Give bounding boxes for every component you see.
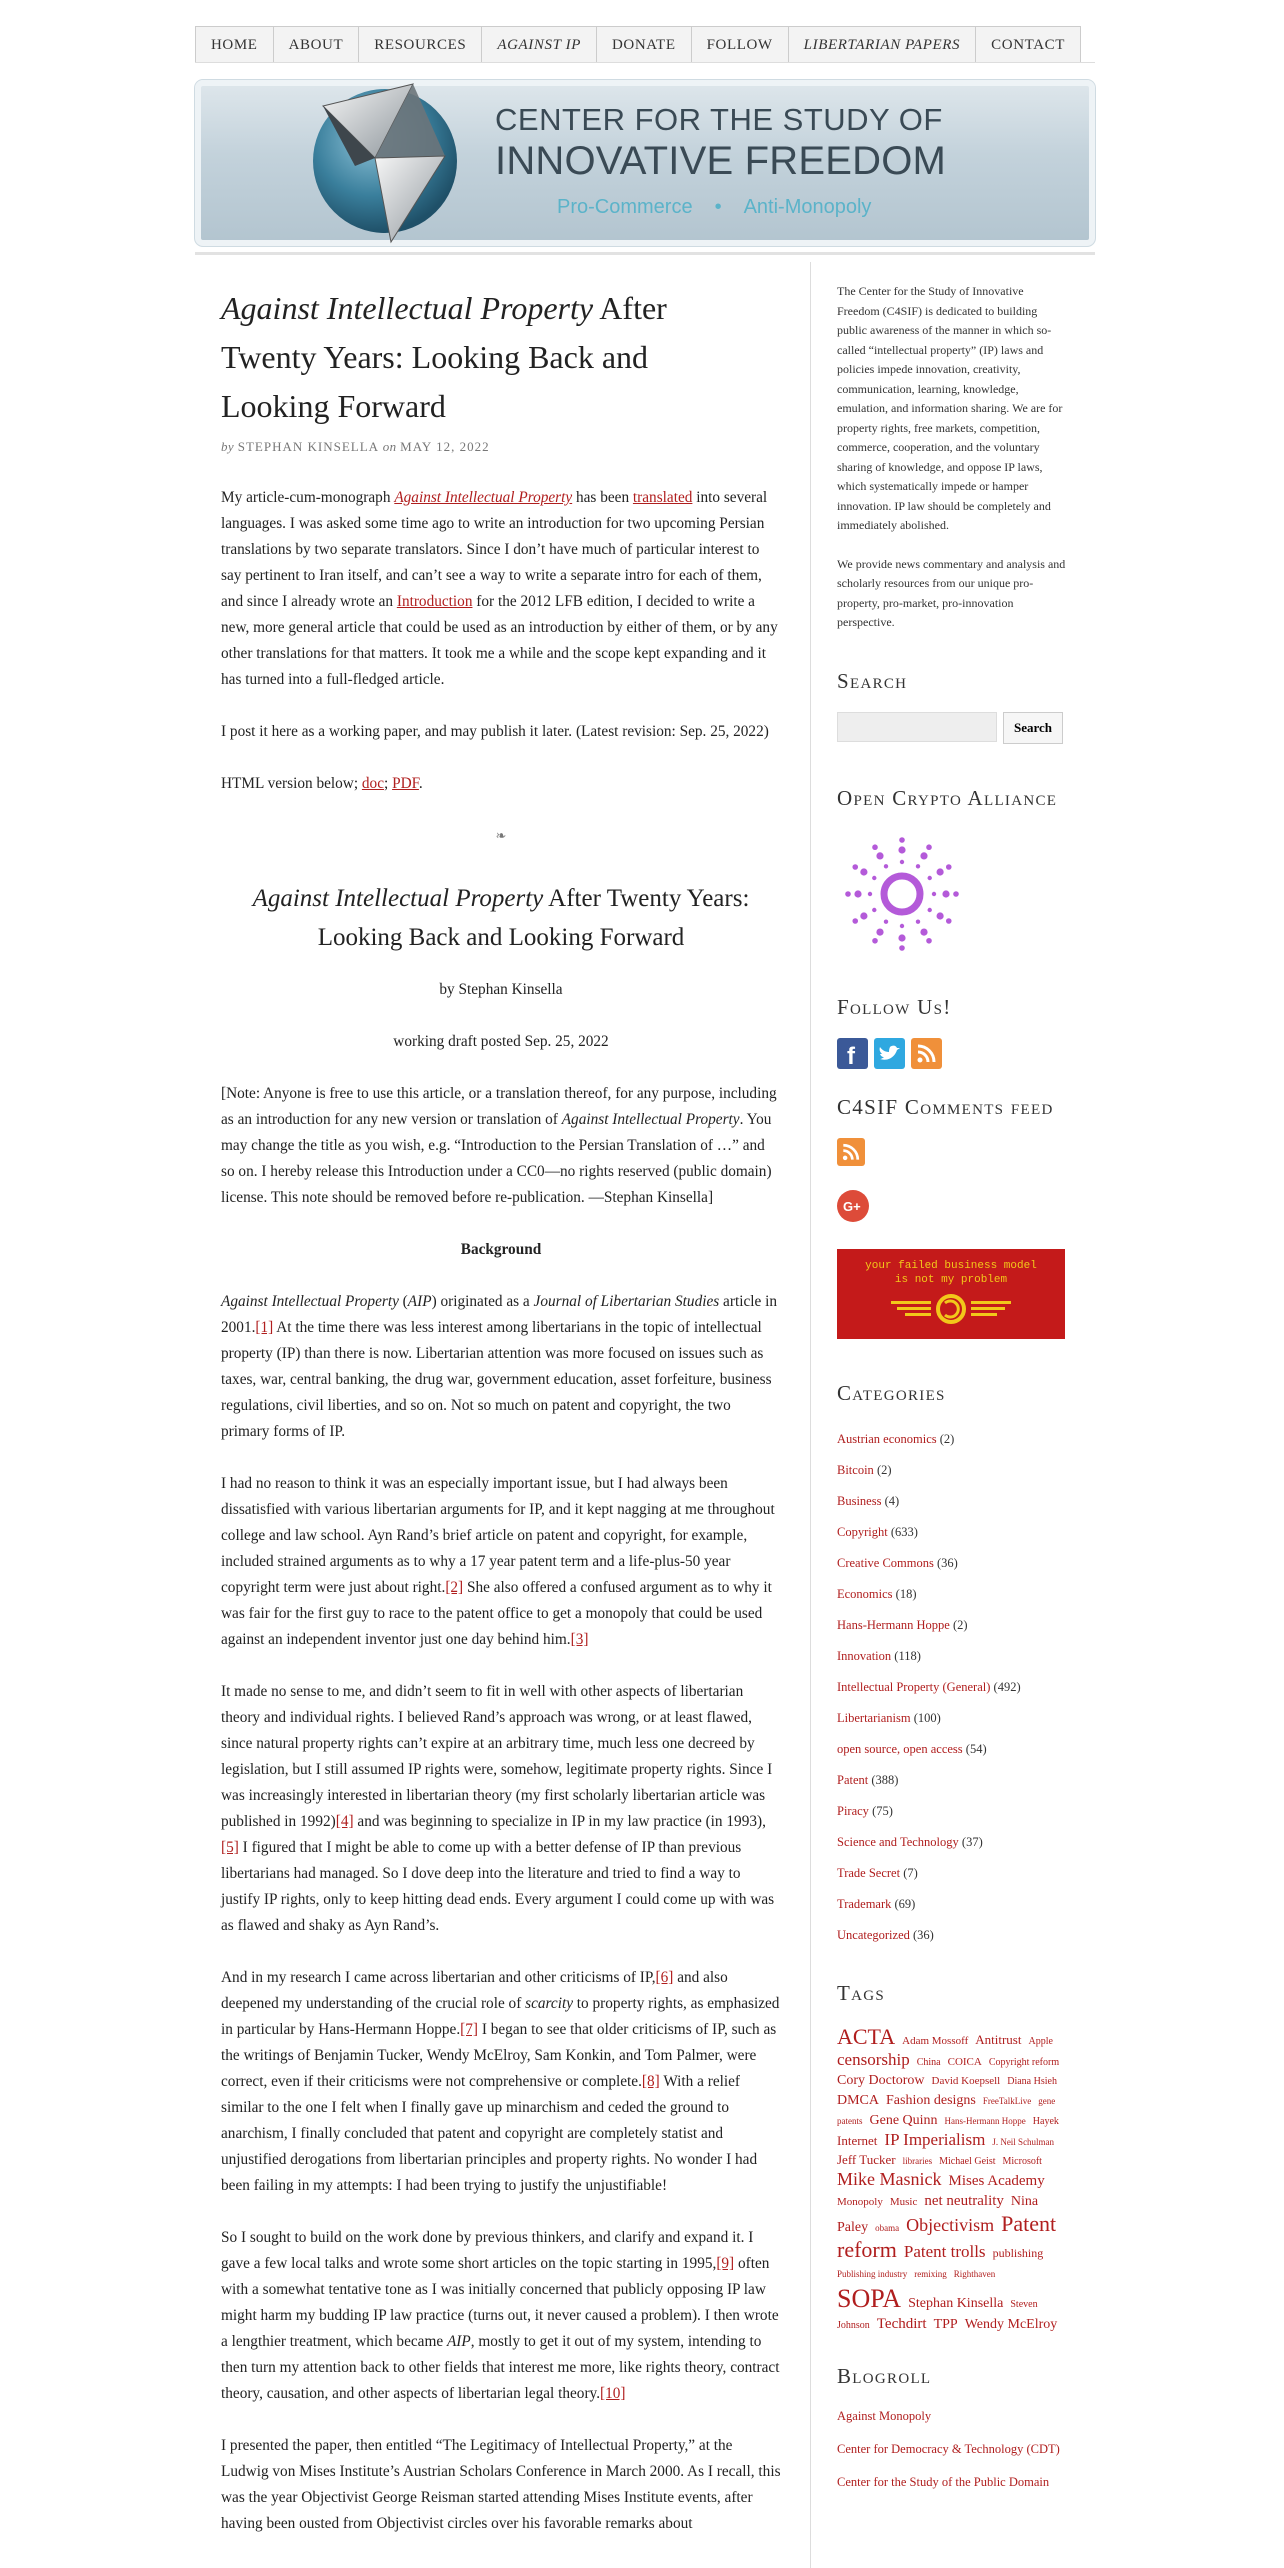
category-count: (388) — [868, 1772, 899, 1787]
oca-dot — [852, 918, 858, 924]
main-nav — [195, 26, 1095, 63]
category-link[interactable]: Austrian economics — [837, 1431, 937, 1446]
blogroll-list — [837, 2407, 1067, 2492]
category-count: (4) — [881, 1493, 900, 1508]
category-link[interactable]: Bitcoin — [837, 1462, 874, 1477]
oca-dot — [884, 864, 888, 868]
post-author-link[interactable]: STEPHAN KINSELLA — [237, 439, 380, 454]
svg-text:G+: G+ — [843, 1198, 861, 1214]
oca-dot — [920, 928, 927, 935]
text: My article-cum-monograph — [221, 489, 395, 506]
nav-item-contact[interactable]: CONTACT — [975, 26, 1081, 62]
oca-dot — [916, 919, 920, 923]
blogroll-link[interactable]: Center for the Study of the Public Domain — [837, 2474, 1050, 2489]
oca-dot — [872, 907, 876, 911]
footnote-ref-9[interactable]: [9] — [716, 2255, 735, 2272]
category-link[interactable]: Intellectual Property (General) — [837, 1679, 991, 1694]
category-item — [837, 1517, 1067, 1548]
tag-link[interactable]: Diana Hsieh — [1007, 2076, 1057, 2088]
blogroll-link[interactable]: Center for Democracy & Technology (CDT) — [837, 2441, 1060, 2456]
nav-item-home[interactable]: HOME — [195, 26, 273, 62]
versions-paragraph — [221, 771, 781, 797]
oca-dot — [898, 934, 905, 941]
category-count: (36) — [909, 1927, 934, 1942]
tag-link[interactable]: Michael Geist — [939, 2156, 996, 2168]
aip-link-text: Against Intellectual Property — [394, 489, 573, 506]
article-author: by Stephan Kinsella — [439, 981, 563, 998]
background-paragraph-3 — [221, 1679, 781, 1939]
oca-dot — [872, 937, 878, 943]
category-link[interactable]: Piracy — [837, 1803, 869, 1818]
tag-link[interactable]: Steven Johnson — [837, 2298, 1038, 2331]
category-count: (18) — [892, 1586, 917, 1601]
nav-item-donate[interactable]: DONATE — [596, 26, 691, 62]
comments-rss-icon[interactable] — [837, 1138, 865, 1166]
tag-link[interactable]: Nina Paley — [837, 2193, 1039, 2235]
text: ) originated as a — [431, 1293, 534, 1310]
oca-dot — [898, 846, 905, 853]
oca-dot — [937, 868, 944, 875]
text: has been — [572, 489, 633, 506]
section-heading-background: Background — [460, 1241, 542, 1258]
category-count: (54) — [962, 1741, 987, 1756]
category-link[interactable]: Creative Commons — [837, 1555, 934, 1570]
aip-link[interactable] — [394, 489, 572, 506]
oca-dot — [845, 891, 851, 897]
oca-dot — [920, 852, 927, 859]
post-byline — [221, 439, 810, 455]
footnote-ref-1[interactable]: [1] — [255, 1319, 274, 1336]
text-italic: AIP — [446, 2333, 471, 2350]
tagline-separator: • — [714, 196, 722, 218]
category-count: (100) — [910, 1710, 941, 1725]
tag-link[interactable]: DMCA — [837, 2093, 880, 2109]
tag-link[interactable]: Music — [889, 2195, 918, 2208]
text: With a relief similar to the one I felt when I finally gave up minarchism and ceded the ground to anarchism, I finally concluded that patent and copyright are completely statist and unjustified derogations from libertarian principles and property rights. No wonder I had been failing in my attempts: I had been trying to justify the unjustifiable! — [221, 2073, 758, 2194]
tag-link[interactable]: Jeff Tucker — [837, 2152, 896, 2168]
tag-link[interactable]: Techdirt — [876, 2315, 927, 2332]
category-link[interactable]: Libertarianism — [837, 1710, 911, 1725]
category-count: (7) — [900, 1865, 918, 1880]
note-paragraph — [221, 1081, 781, 1211]
c4sif-logo — [295, 80, 465, 246]
oca-dot — [937, 912, 944, 919]
post-body — [221, 485, 781, 2537]
tag-link[interactable]: Apple — [1028, 2035, 1053, 2047]
text: HTML version below; — [221, 775, 362, 792]
follow-widget-title: Follow Us! — [837, 994, 952, 1019]
site-title-line1: CENTER FOR THE STUDY OF — [495, 102, 943, 137]
text: ; — [384, 775, 393, 792]
category-count: (75) — [868, 1803, 893, 1818]
nav-item-resources[interactable]: RESOURCES — [358, 26, 481, 62]
category-link[interactable]: Patent — [837, 1772, 869, 1787]
tag-link[interactable]: COICA — [947, 2055, 982, 2068]
nav-list — [195, 26, 1095, 62]
category-link[interactable]: Business — [837, 1493, 882, 1508]
background-paragraph-6: I presented the paper, then entitled “The Legitimacy of Intellectual Property,” at the Ludwig von Mises Institute’s Austrian Scholars Conference in March 2000. As I recall, this was the year Objectivist George Reisman started attending Mises Institute events, after having been ousted from Objectivist circles over his favorable remarks about — [221, 2437, 781, 2532]
tag-link[interactable]: Cory Doctorow — [837, 2073, 925, 2089]
categories-list — [837, 1424, 1067, 1951]
site-header-banner[interactable] — [195, 80, 1095, 246]
text: often with a somewhat tentative tone as I was initially concerned that publicly opposing IP law might harm my budding IP law practice (turns out, it never caused a problem). I then wrote a lengthier treatment, which became — [221, 2255, 779, 2350]
tag-cloud — [837, 2024, 1067, 2334]
follow-icons — [837, 1038, 1067, 1069]
background-paragraph-5 — [221, 2225, 781, 2407]
category-link[interactable]: Uncategorized — [837, 1927, 910, 1942]
category-item — [837, 1889, 1067, 1920]
oca-dot — [860, 912, 867, 919]
category-item — [837, 1455, 1067, 1486]
oca-dot — [932, 891, 936, 895]
category-item — [837, 1796, 1067, 1827]
nav-item-against-ip[interactable]: AGAINST IP — [481, 26, 596, 62]
post-date: MAY 12, 2022 — [400, 439, 490, 454]
text: And in my research I came across libertarian and other criticisms of IP, — [221, 1969, 656, 1986]
search-input[interactable] — [837, 712, 997, 742]
tagline-right: Anti-Monopoly — [743, 196, 872, 218]
tag-link[interactable]: censorship — [837, 2049, 910, 2069]
tag-link[interactable]: Internet — [837, 2132, 878, 2148]
category-count: (2) — [949, 1617, 968, 1632]
text: and was beginning to specialize in IP in my law practice (in 1993), — [353, 1813, 766, 1830]
oca-dot — [926, 937, 932, 943]
comments-feed-title: C4SIF Comments feed — [837, 1094, 1054, 1119]
oca-dot — [899, 837, 905, 843]
translated-link[interactable]: translated — [632, 489, 693, 506]
category-count: (492) — [990, 1679, 1021, 1694]
tag-link[interactable]: obama — [875, 2222, 900, 2233]
tag-link[interactable]: net neutrality — [924, 2192, 1004, 2209]
search-button[interactable]: Search — [1003, 712, 1063, 744]
banner-text: your failed business model is not my problem — [865, 1259, 1037, 1286]
category-count: (2) — [873, 1462, 892, 1477]
open-crypto-alliance-logo[interactable] — [837, 829, 967, 959]
tags-title: Tags — [837, 1980, 886, 2005]
oca-dot — [928, 907, 932, 911]
site-tagline — [557, 196, 871, 219]
text-italic: Against Intellectual Property — [561, 1111, 740, 1128]
introduction-link[interactable]: Introduction — [396, 593, 473, 610]
tag-link[interactable]: Monopoly — [837, 2195, 883, 2208]
tag-link[interactable]: Stephan Kinsella — [908, 2295, 1004, 2311]
tag-link[interactable]: TPP — [933, 2316, 958, 2332]
category-link[interactable]: Hans-Hermann Hoppe — [837, 1617, 950, 1632]
header-divider — [195, 252, 1095, 255]
footnote-ref-3[interactable]: [3] — [570, 1631, 589, 1648]
category-link[interactable]: Trademark — [837, 1896, 892, 1911]
post-title-italic: Against Intellectual Property — [221, 290, 594, 326]
oca-dot — [868, 891, 872, 895]
text: . You may change the title as you wish, e.g. “Introduction to the Persian Translation of …” and so on. I hereby release this Introduction under a CC0—no rights reserved (public domain) license. This note should be removed before re-publication. —Stephan Kinsella] — [221, 1111, 772, 1206]
category-link[interactable]: Economics — [837, 1586, 893, 1601]
tag-link[interactable]: Adam Mossoff — [902, 2034, 969, 2047]
category-item — [837, 1672, 1067, 1703]
tag-link[interactable]: SOPA — [837, 2283, 902, 2313]
category-count: (2) — [936, 1431, 955, 1446]
text-italic: Journal of Libertarian Studies — [533, 1293, 720, 1310]
about-text-1: The Center for the Study of Innovative Freedom (C4SIF) is dedicated to building public awareness of the manner in which so-called “intellectual property” (IP) laws and policies impede innovation, creativity, communication, learning, knowledge, emulation, and information sharing. We are for property rights, free markets, competition, commerce, cooperation, and the voluntary sharing of knowledge, and oppose IP laws, which systematically impede or hamper innovation. IP law should be completely and immediately abolished. — [837, 284, 1063, 532]
svg-text:f: f — [847, 1042, 855, 1069]
blogroll-link[interactable]: Against Monopoly — [837, 2408, 932, 2423]
tag-link[interactable]: Wendy McElroy — [964, 2316, 1058, 2332]
category-link[interactable]: open source, open access — [837, 1741, 963, 1756]
twitter-icon[interactable] — [874, 1038, 905, 1069]
category-link[interactable]: Copyright — [837, 1524, 888, 1539]
tag-link[interactable]: Copyright reform — [988, 2056, 1060, 2068]
footnote-ref-10[interactable]: [10] — [600, 2385, 626, 2402]
subtitle-rest: After Twenty Years: Looking Back and Looking Forward — [317, 885, 750, 951]
footnote-ref-6[interactable]: [6] — [655, 1969, 674, 1986]
oca-dot — [872, 844, 878, 850]
blogroll-title: Blogroll — [837, 2363, 932, 2388]
tag-link[interactable]: China — [916, 2056, 941, 2068]
tag-link[interactable]: remixing — [914, 2269, 947, 2280]
site-title — [495, 104, 946, 181]
facebook-icon[interactable] — [837, 1038, 868, 1069]
post-title[interactable] — [221, 284, 761, 431]
tag-link[interactable]: FreeTalkLive — [982, 2096, 1032, 2107]
oca-dot — [899, 945, 905, 951]
tag-link[interactable]: David Koepsell — [931, 2075, 1001, 2088]
oca-dot — [884, 919, 888, 923]
tag-link[interactable]: gene patents — [837, 2096, 1056, 2126]
category-count: (633) — [887, 1524, 918, 1539]
category-item — [837, 1734, 1067, 1765]
category-item — [837, 1610, 1067, 1641]
category-item — [837, 1765, 1067, 1796]
category-count: (37) — [958, 1834, 983, 1849]
category-count: (36) — [933, 1555, 958, 1570]
search-form — [837, 712, 1067, 744]
post-title-rest: After Twenty Years: Looking Back and Looking Forward — [221, 290, 667, 424]
article-subtitle — [221, 879, 781, 957]
oca-dot — [900, 859, 904, 863]
tag-link[interactable]: Objectivism — [906, 2214, 995, 2235]
tag-link[interactable]: Hayek — [1032, 2115, 1059, 2127]
category-count: (69) — [891, 1896, 916, 1911]
text: I figured that I might be able to come up with a better defense of IP than previous libertarians had managed. So I dove deep into the literature and tried to find a way to justify IP rights, only to keep hitting dead ends. Every argument I could come up with was as flawed and shaky as Ayn Rand’s. — [221, 1839, 775, 1934]
tag-link[interactable]: Patent reform — [837, 2210, 1057, 2263]
text: , mostly to get it out of my system, intending to then turn my attention back to other fields that interest me more, like rights theory, contract theory, causation, and other aspects of libertarian legal theory. — [221, 2333, 780, 2402]
intro-paragraph — [221, 485, 781, 693]
oca-dot — [876, 928, 883, 935]
oca-dot — [852, 864, 858, 870]
nav-item-follow[interactable]: FOLLOW — [691, 26, 788, 62]
failed-business-model-banner[interactable] — [837, 1249, 1065, 1339]
text-italic: Against Intellectual Property — [221, 1293, 399, 1310]
category-item — [837, 1548, 1067, 1579]
search-widget-title: Search — [837, 668, 908, 693]
text: It made no sense to me, and didn’t seem to fit in well with other aspects of libertarian theory and individual rights. I believed Rand’s approach was wrong, or at least flawed, since natural property rights can’t expire at an arbitrary time, much less one decreed by legislation, but I still assumed IP rights were, somehow, legitimate property rights. Since I was increasingly interested in libertarian theory (my first scholarly libertarian article was published in 1992) — [221, 1683, 773, 1830]
text: for the 2012 LFB edition, I decided to write a new, more general article that could be used as an introduction by either of them, or by any other translations for that matters. It took me a while and the scope kept expanding and it has turned into a full-fledged article. — [221, 593, 778, 688]
category-link[interactable]: Science and Technology — [837, 1834, 959, 1849]
tag-link[interactable]: Fashion designs — [886, 2093, 976, 2109]
main-content — [195, 262, 810, 2563]
tag-link[interactable]: Hans-Hermann Hoppe — [944, 2115, 1026, 2126]
nav-item-libertarian-papers[interactable]: LIBERTARIAN PAPERS — [788, 26, 975, 62]
category-item — [837, 1579, 1067, 1610]
tag-link[interactable]: IP Imperialism — [884, 2129, 986, 2149]
text: and also deepened my understanding of the crucial role of — [221, 1969, 728, 2012]
byline-by: by — [221, 439, 235, 454]
tag-link[interactable]: publishing — [992, 2246, 1044, 2261]
column-divider — [810, 262, 811, 2568]
tag-link[interactable]: J. Neil Schulman — [992, 2136, 1055, 2147]
text-italic: AIP — [407, 1293, 432, 1310]
category-item — [837, 1486, 1067, 1517]
oca-dot — [860, 868, 867, 875]
category-item — [837, 1424, 1067, 1455]
footnote-ref-4[interactable]: [4] — [335, 1813, 354, 1830]
category-item — [837, 1858, 1067, 1889]
pdf-link[interactable]: PDF — [392, 775, 419, 792]
text: ( — [398, 1293, 408, 1310]
oca-widget-title: Open Crypto Alliance — [837, 785, 1058, 810]
text: I had no reason to think it was an especially important issue, but I had always been dissatisfied with various libertarian arguments for IP, and it kept nagging at me throughout college and law school. Ayn Rand’s brief article on patent and copyright, for example, included strained arguments as to why a 17 year patent term and a life-plus-50 year copyright term were just about right. — [221, 1475, 775, 1596]
tag-link[interactable]: Patent trolls — [903, 2242, 986, 2262]
category-link[interactable]: Innovation — [837, 1648, 892, 1663]
working-paper-paragraph: I post it here as a working paper, and may publish it later. (Latest revision: Sep. 25, 2022) — [221, 723, 769, 740]
google-plus-wrap — [837, 1190, 1067, 1227]
tagline-left: Pro-Commerce — [557, 196, 693, 218]
oca-dot — [953, 891, 959, 897]
text: I began to see that older criticisms of IP, such as the writings of Benjamin Tucker, Wendy McElroy, Sam Konkin, and Tom Palmer, were correct, even if their criticisms were not comprehensive or complete. — [221, 2021, 777, 2090]
category-item — [837, 1641, 1067, 1672]
category-item — [837, 1827, 1067, 1858]
oca-dot — [926, 844, 932, 850]
oca-dot — [942, 890, 949, 897]
footnote-ref-5[interactable]: [5] — [221, 1839, 239, 1856]
text-italic: scarcity — [525, 1995, 573, 2012]
doc-link[interactable]: doc — [361, 775, 384, 792]
category-link[interactable]: Trade Secret — [837, 1865, 901, 1880]
subtitle-italic: Against Intellectual Property — [252, 885, 544, 912]
text: So I sought to build on the work done by previous thinkers, and clarify and expand it. I gave a few local talks and wrote some short articles on the topic starting in 1995, — [221, 2229, 754, 2272]
tag-link[interactable]: Antitrust — [975, 2031, 1022, 2047]
category-item — [837, 1703, 1067, 1734]
text: She also offered a confused argument as to why it was fair for the first guy to race to the patent office to get a monopoly that could be used against an independent inventor just one day behind him. — [221, 1579, 772, 1648]
oca-dot — [876, 852, 883, 859]
text: to property rights, as emphasized in particular by Hans-Hermann Hoppe. — [221, 1995, 780, 2038]
text: . — [418, 775, 423, 792]
fleuron-divider: ❧ — [495, 828, 507, 843]
byline-on: on — [382, 439, 397, 454]
text: into several languages. I was asked some time ago to write an introduction for two upcoming Persian translations by two separate translators. Since I don’t have much of particular interest to say pertinent to Iran itself, and can’t see a way to write a separate intro for each of them, and since I already wrote an — [221, 489, 768, 610]
oca-dot — [872, 875, 876, 879]
article-draft-date: working draft posted Sep. 25, 2022 — [393, 1033, 609, 1050]
google-plus-icon[interactable] — [837, 1190, 869, 1222]
tag-link[interactable]: Mises Academy — [948, 2173, 1045, 2190]
footnote-ref-7[interactable]: [7] — [460, 2021, 478, 2038]
rss-icon[interactable] — [911, 1038, 942, 1069]
text: At the time there was less interest among libertarians in the topic of intellectual property (IP) than there is now. Libertarian attention was more focused on issues such as taxes, war, central banking, the drug war, government education, asset forfeiture, business regulations, civil liberties, and so on. Not so much on patent and copyright, the two primary forms of IP. — [221, 1319, 772, 1440]
about-text-2: We provide news commentary and analysis and scholarly resources from our unique pro-property, pro-market, pro-innovation perspective. — [837, 556, 1066, 629]
category-count: (118) — [891, 1648, 921, 1663]
categories-title: Categories — [837, 1380, 946, 1405]
oca-dot — [946, 864, 952, 870]
text: article in 2001. — [221, 1293, 777, 1336]
about-widget — [837, 282, 1067, 633]
tag-link[interactable]: Gene Quinn — [869, 2112, 938, 2128]
oca-dot — [900, 923, 904, 927]
tag-link[interactable]: Microsoft — [1002, 2156, 1042, 2168]
background-paragraph-1 — [221, 1289, 781, 1445]
text: [Note: Anyone is free to use this article, or a translation thereof, for any purpose, including as an introduction for any new version or translation of — [221, 1085, 777, 1128]
background-paragraph-4 — [221, 1965, 781, 2199]
oca-dot — [946, 918, 952, 924]
tag-link[interactable]: Mike Masnick — [837, 2169, 942, 2190]
sidebar — [837, 262, 1067, 2506]
tag-link[interactable]: libraries — [902, 2156, 933, 2167]
background-paragraph-2 — [221, 1471, 781, 1653]
oca-dot — [854, 890, 861, 897]
footnote-ref-2[interactable]: [2] — [445, 1579, 464, 1596]
tag-link[interactable]: Righthaven — [953, 2269, 996, 2280]
tag-link[interactable]: ACTA — [837, 2023, 896, 2049]
category-item — [837, 1920, 1067, 1951]
nav-item-about[interactable]: ABOUT — [273, 26, 359, 62]
footnote-ref-8[interactable]: [8] — [641, 2073, 660, 2090]
oca-dot — [916, 864, 920, 868]
winged-copyleft-icon — [837, 1249, 1065, 1339]
tag-link[interactable]: Publishing industry — [837, 2269, 908, 2280]
oca-dot — [928, 875, 932, 879]
site-title-line2: INNOVATIVE FREEDOM — [495, 139, 947, 183]
